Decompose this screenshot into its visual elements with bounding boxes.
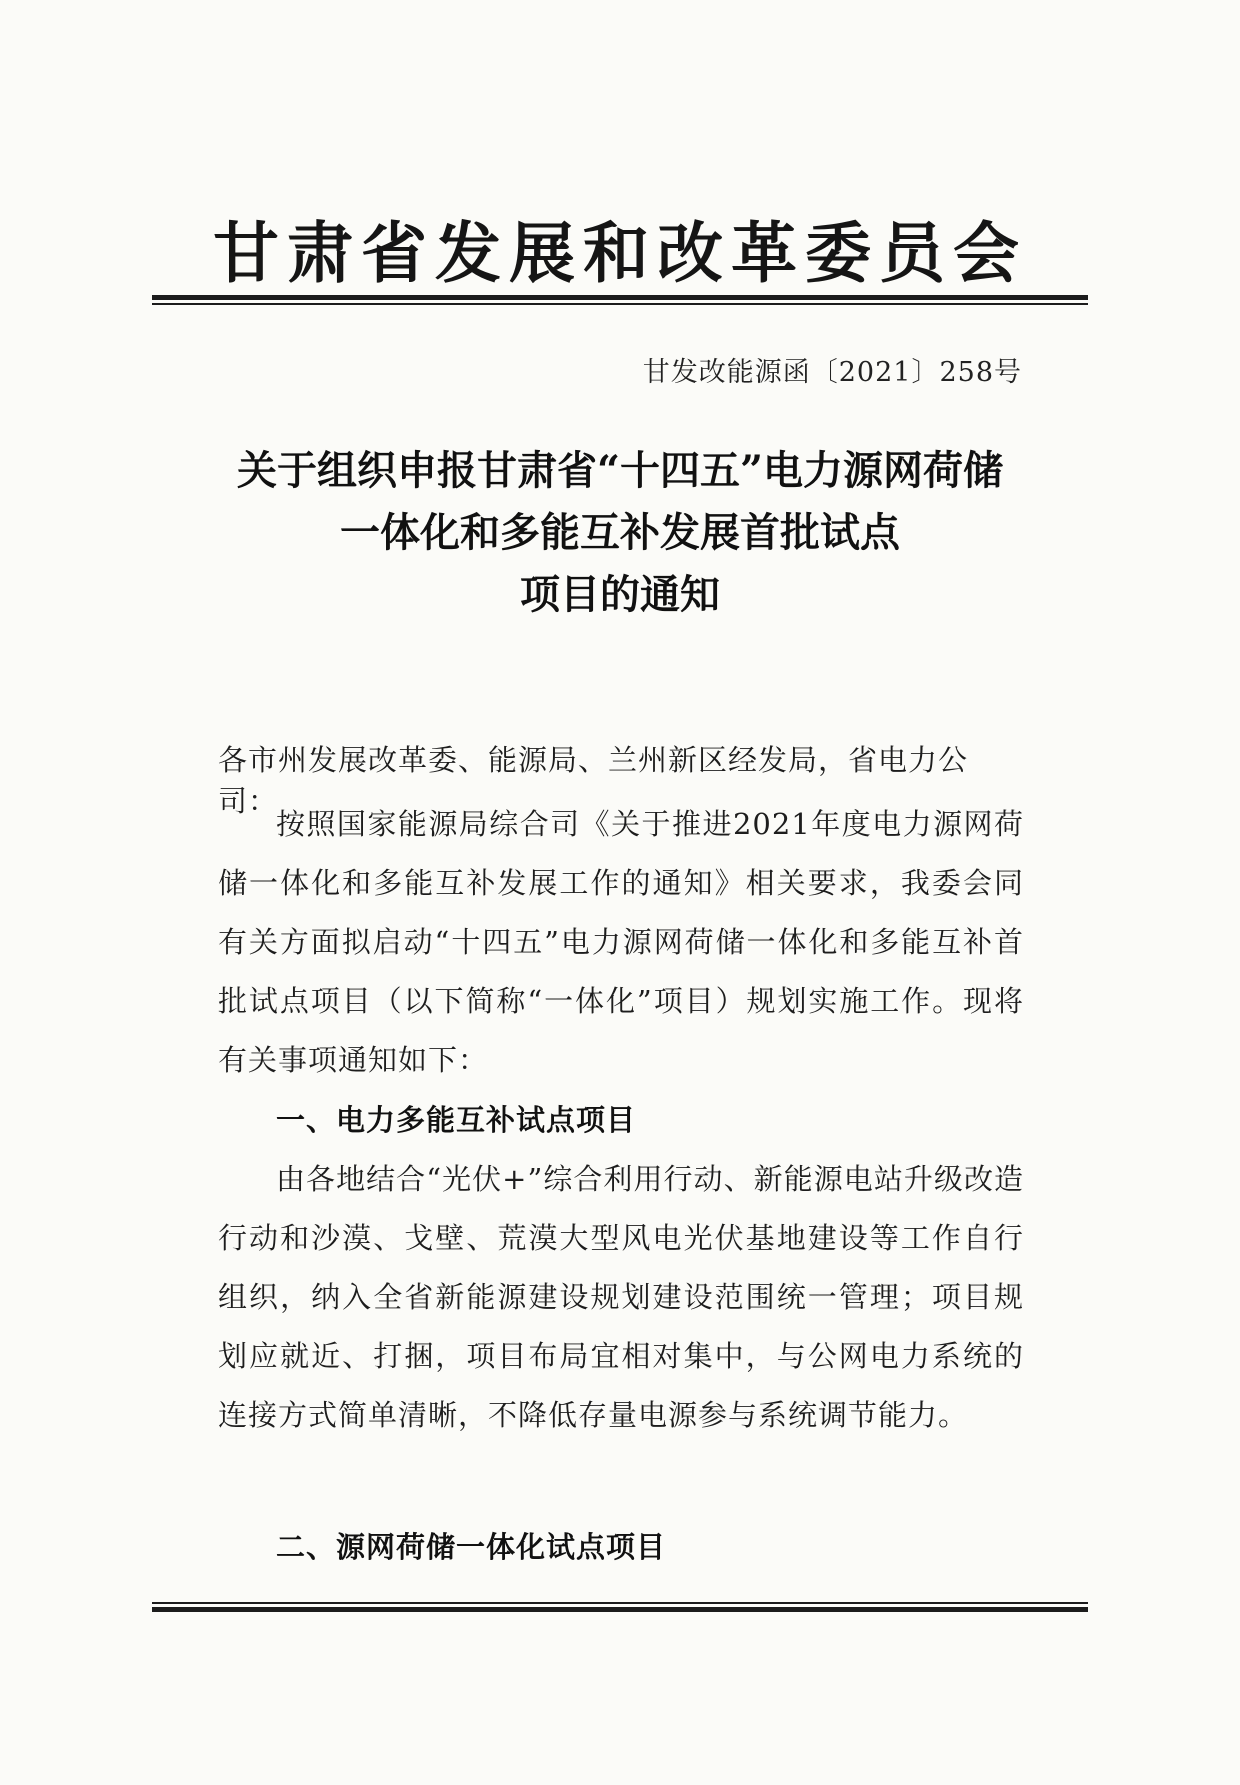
section-heading-2: 二、源网荷储一体化试点项目 — [276, 1530, 667, 1564]
issuing-organization-header: 甘肃省发展和改革委员会 — [213, 214, 1027, 292]
intro-paragraph: 按照国家能源局综合司《关于推进2021年度电力源网荷储一体化和多能互补发展工作的通知》相关要求，我委会同有关方面拟启动“十四五”电力源网荷储一体化和多能互补首批试点项目（以下简称“一体化”项目）规划实施工作。现将有关事项通知如下： — [218, 807, 1024, 1077]
notice-title-line: 关于组织申报甘肃省“十四五”电力源网荷储 — [236, 447, 1003, 494]
section-heading-1: 一、电力多能互补试点项目 — [276, 1103, 637, 1137]
section-1-paragraph: 由各地结合“光伏+”综合利用行动、新能源电站升级改造行动和沙漠、戈壁、荒漠大型风电光伏基地建设等工作自行组织，纳入全省新能源建设规划建设范围统一管理；项目规划应就近、打捆，项目布局宜相对集中，与公网电力系统的连接方式简单清晰，不降低存量电源参与系统调节能力。 — [218, 1162, 1024, 1432]
notice-title-line: 一体化和多能互补发展首批试点 — [340, 509, 900, 556]
notice-title-line: 项目的通知 — [520, 571, 720, 618]
addressee-line: 各市州发展改革委、能源局、兰州新区经发局，省电力公司： — [218, 743, 969, 818]
document-number: 甘发改能源函〔2021〕258号 — [642, 357, 1022, 388]
footer-divider — [152, 1602, 1088, 1612]
notice-title — [150, 440, 1090, 626]
header-divider — [152, 295, 1088, 305]
